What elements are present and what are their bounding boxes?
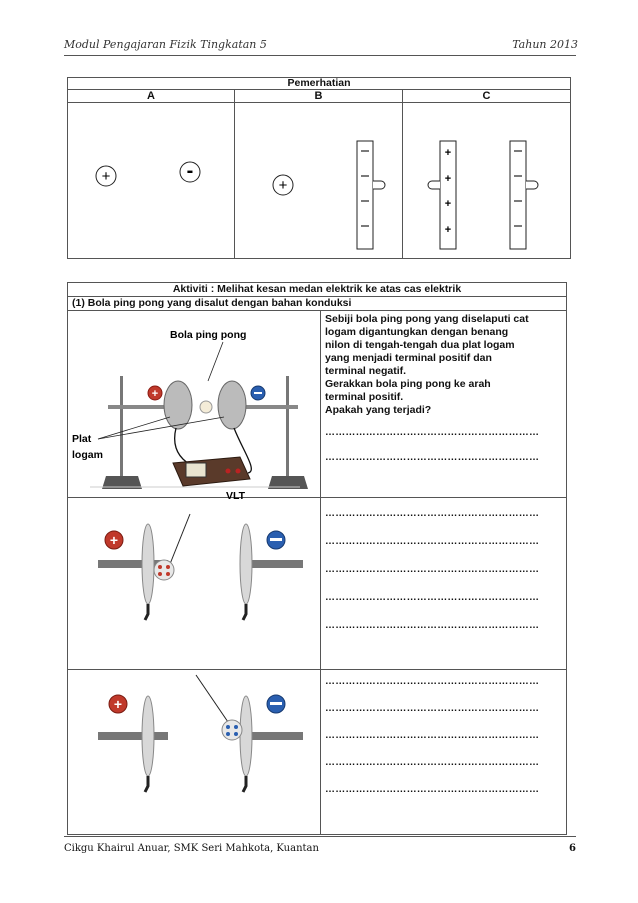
header-year: Tahun 2013 (512, 38, 578, 51)
ping-pong-ball-negative (222, 720, 242, 740)
question-line: terminal negatif. (325, 365, 407, 377)
activity-table (67, 282, 567, 835)
svg-text:+: + (444, 147, 452, 159)
negative-plate (510, 141, 526, 249)
page-number: 6 (569, 843, 576, 854)
positive-sign: + (101, 168, 111, 185)
answer-cell-2 (321, 498, 567, 670)
positive-plate (164, 381, 192, 429)
answer-line[interactable]: ……………………………………………………… (325, 730, 540, 741)
negative-sign: - (186, 160, 194, 182)
observation-cell-a (68, 103, 235, 259)
plate-pointer-2 (98, 417, 224, 439)
observation-cell-c (403, 103, 571, 259)
svg-text:+: + (113, 696, 123, 712)
plate-label-1: Plat (72, 433, 92, 445)
diagram-b (235, 103, 402, 255)
nylon-thread (170, 514, 190, 564)
positive-plate (142, 524, 154, 604)
question-line: Apakah yang terjadi? (325, 404, 432, 416)
negative-plate (240, 696, 252, 776)
column-c-header: C (403, 90, 571, 103)
activity-title: Aktiviti : Melihat kesan medan elektrik ke atas cas elektrik (68, 283, 567, 297)
answer-line[interactable]: ……………………………………………………… (325, 592, 540, 603)
left-clamp (108, 405, 170, 409)
apparatus-diagram (68, 311, 320, 502)
answer-line[interactable]: ……………………………………………………… (325, 536, 540, 547)
question-line: nilon di tengah-tengah dua plat logam (325, 339, 515, 351)
plate-tab (373, 181, 385, 189)
plate-tab-right (526, 181, 538, 189)
positive-plate (142, 696, 154, 776)
plate-tab-left (428, 181, 440, 189)
vlt-label: VLT (226, 490, 246, 502)
ping-pong-ball (200, 401, 212, 413)
ball-label: Bola ping pong (170, 329, 247, 341)
diagram-ball-negative-cell (68, 670, 321, 835)
vlt-knob (226, 469, 231, 474)
question-cell (321, 311, 567, 498)
left-rod (98, 732, 168, 740)
answer-cell-3 (321, 670, 567, 835)
diagram-a (68, 103, 234, 255)
observation-table (67, 77, 571, 259)
footer-author: Cikgu Khairul Anuar, SMK Seri Mahkota, Kuantan (64, 843, 319, 854)
answer-line[interactable]: ……………………………………………………… (325, 508, 540, 519)
positive-sign: + (278, 177, 288, 194)
answer-line[interactable]: ……………………………………………………… (325, 757, 540, 768)
answer-line[interactable]: ……………………………………………………… (325, 620, 540, 631)
apparatus-cell (68, 311, 321, 502)
negative-plate (240, 524, 252, 604)
question-line: yang menjadi terminal positif dan (325, 352, 492, 364)
left-stand-rod (120, 376, 123, 486)
activity-subtitle: (1) Bola ping pong yang disalut dengan bahan konduksi (68, 297, 567, 311)
svg-text:+: + (444, 173, 452, 185)
negative-plate (218, 381, 246, 429)
vlt-meter (186, 463, 206, 477)
column-a-header: A (68, 90, 235, 103)
svg-text:+: + (444, 198, 452, 210)
answer-line[interactable]: ……………………………………………………… (325, 784, 540, 795)
answer-line[interactable]: ……………………………………………………… (325, 676, 540, 687)
svg-text:+: + (109, 532, 119, 548)
diagram-c (403, 103, 570, 255)
svg-text:+: + (444, 224, 452, 236)
svg-text:+: + (151, 388, 159, 400)
answer-line[interactable]: ……………………………………………………… (325, 452, 540, 463)
answer-line[interactable]: ……………………………………………………… (325, 564, 540, 575)
ball-near-positive-diagram (68, 498, 320, 666)
diagram-ball-positive-cell (68, 498, 321, 670)
footer-rule (64, 836, 576, 837)
header-title: Modul Pengajaran Fizik Tingkatan 5 (64, 38, 267, 51)
answer-line[interactable]: ……………………………………………………… (325, 703, 540, 714)
nylon-thread (196, 675, 228, 722)
question-line: logam digantungkan dengan benang (325, 326, 509, 338)
negative-plate (357, 141, 373, 249)
answer-line[interactable]: ……………………………………………………… (325, 427, 540, 438)
header-rule (64, 55, 576, 56)
observation-cell-b (235, 103, 403, 259)
ball-pointer (208, 342, 223, 381)
question-line: Gerakkan bola ping pong ke arah (325, 378, 491, 390)
ball-near-negative-diagram (68, 670, 320, 831)
plate-label-2: logam (72, 449, 103, 461)
question-line: Sebiji bola ping pong yang diselaputi cat (325, 313, 529, 325)
observation-title: Pemerhatian (68, 78, 571, 90)
ping-pong-ball-positive (154, 560, 174, 580)
right-stand-rod (286, 376, 289, 486)
question-text (321, 311, 566, 417)
question-line: terminal positif. (325, 391, 404, 403)
column-b-header: B (235, 90, 403, 103)
vlt-knob (236, 469, 241, 474)
